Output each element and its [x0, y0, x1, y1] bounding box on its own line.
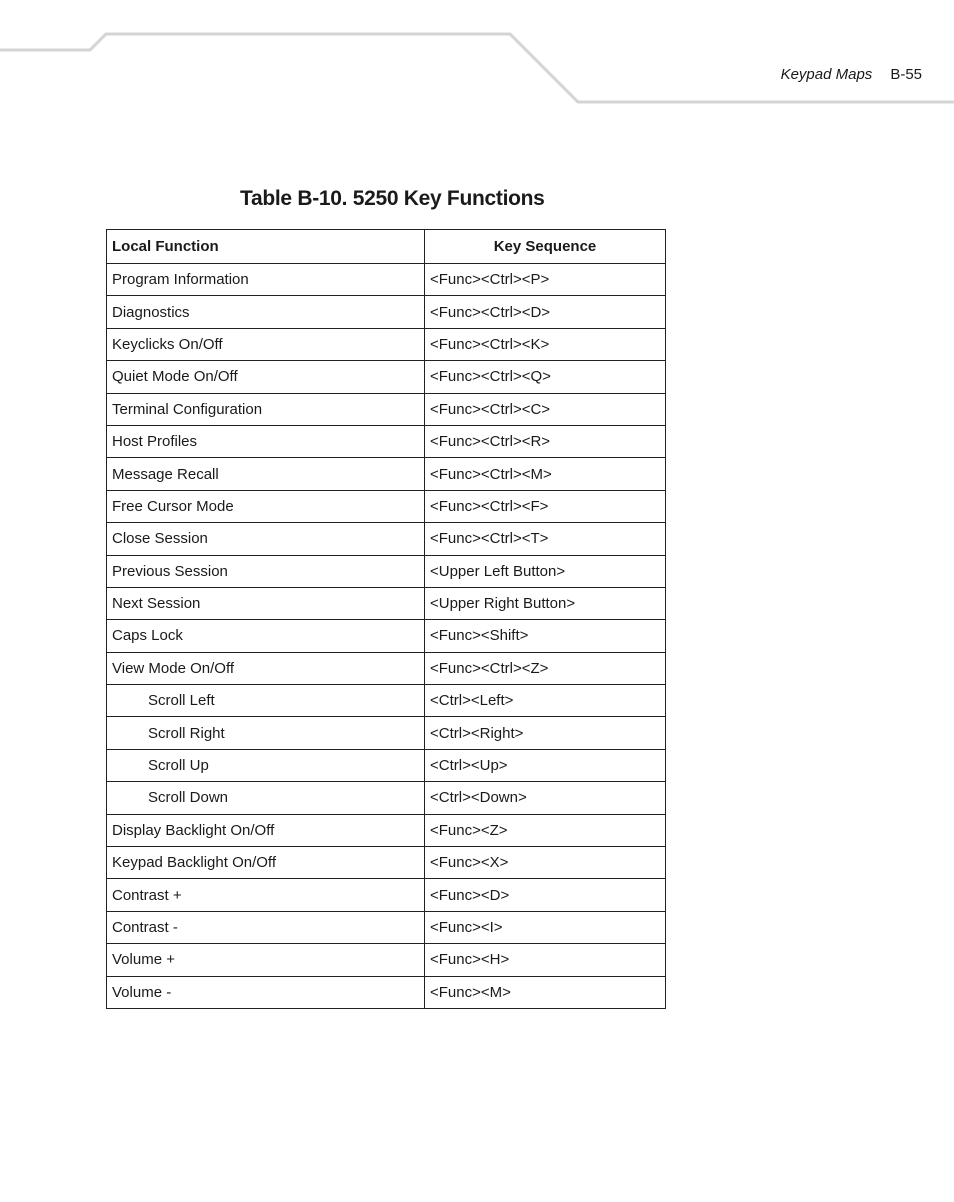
local-function-cell: Volume -: [107, 976, 425, 1008]
table-row: [107, 490, 666, 522]
key-sequence-cell: <Func><Shift>: [425, 620, 666, 652]
table-row: [107, 749, 666, 781]
local-function-cell: Keypad Backlight On/Off: [107, 847, 425, 879]
key-sequence-cell: <Ctrl><Down>: [425, 782, 666, 814]
local-function-cell: Previous Session: [107, 555, 425, 587]
key-sequence-cell: <Ctrl><Up>: [425, 749, 666, 781]
key-sequence-cell: <Func><Ctrl><F>: [425, 490, 666, 522]
local-function-cell: Scroll Down: [107, 782, 425, 814]
table-row: [107, 685, 666, 717]
table-row: [107, 328, 666, 360]
local-function-cell: Caps Lock: [107, 620, 425, 652]
table-row: [107, 361, 666, 393]
local-function-cell: Scroll Left: [107, 685, 425, 717]
table-row: [107, 555, 666, 587]
table-row: [107, 652, 666, 684]
table-row: [107, 425, 666, 457]
local-function-cell: Host Profiles: [107, 425, 425, 457]
table-row: [107, 847, 666, 879]
table-row: [107, 458, 666, 490]
key-sequence-cell: <Func><Ctrl><C>: [425, 393, 666, 425]
key-sequence-cell: <Upper Right Button>: [425, 587, 666, 619]
table-row: [107, 814, 666, 846]
key-sequence-cell: <Func><Ctrl><D>: [425, 296, 666, 328]
table-body: [107, 264, 666, 1009]
table-row: [107, 620, 666, 652]
key-sequence-cell: <Func><Ctrl><T>: [425, 523, 666, 555]
local-function-cell: Diagnostics: [107, 296, 425, 328]
key-sequence-cell: <Func><I>: [425, 911, 666, 943]
key-sequence-cell: <Func><Z>: [425, 814, 666, 846]
table-row: [107, 879, 666, 911]
table-row: [107, 911, 666, 943]
key-sequence-cell: <Func><D>: [425, 879, 666, 911]
table-header-row: [107, 230, 666, 264]
key-sequence-cell: <Func><Ctrl><K>: [425, 328, 666, 360]
table-row: [107, 782, 666, 814]
key-sequence-cell: <Func><X>: [425, 847, 666, 879]
local-function-cell: Next Session: [107, 587, 425, 619]
local-function-cell: Program Information: [107, 264, 425, 296]
table-row: [107, 264, 666, 296]
table-row: [107, 587, 666, 619]
key-sequence-cell: <Ctrl><Right>: [425, 717, 666, 749]
table-row: [107, 944, 666, 976]
local-function-cell: Close Session: [107, 523, 425, 555]
local-function-cell: Scroll Right: [107, 717, 425, 749]
local-function-cell: Keyclicks On/Off: [107, 328, 425, 360]
local-function-cell: View Mode On/Off: [107, 652, 425, 684]
key-sequence-cell: <Upper Left Button>: [425, 555, 666, 587]
table-row: [107, 296, 666, 328]
column-header-local-function: Local Function: [107, 230, 425, 264]
running-head: [781, 66, 922, 83]
table-row: [107, 976, 666, 1008]
key-sequence-cell: <Func><H>: [425, 944, 666, 976]
running-head-section: Keypad Maps: [780, 66, 873, 83]
local-function-cell: Scroll Up: [107, 749, 425, 781]
key-sequence-cell: <Func><Ctrl><Q>: [425, 361, 666, 393]
local-function-cell: Contrast -: [107, 911, 425, 943]
table-row: [107, 523, 666, 555]
local-function-cell: Contrast +: [107, 879, 425, 911]
key-sequence-cell: <Func><Ctrl><P>: [425, 264, 666, 296]
key-sequence-cell: <Ctrl><Left>: [425, 685, 666, 717]
local-function-cell: Display Backlight On/Off: [107, 814, 425, 846]
table-row: [107, 393, 666, 425]
header-rule: [0, 0, 954, 110]
key-sequence-cell: <Func><Ctrl><R>: [425, 425, 666, 457]
local-function-cell: Free Cursor Mode: [107, 490, 425, 522]
local-function-cell: Volume +: [107, 944, 425, 976]
key-functions-table: [106, 229, 666, 1009]
local-function-cell: Message Recall: [107, 458, 425, 490]
key-sequence-cell: <Func><M>: [425, 976, 666, 1008]
column-header-key-sequence: Key Sequence: [425, 230, 666, 264]
local-function-cell: Terminal Configuration: [107, 393, 425, 425]
local-function-cell: Quiet Mode On/Off: [107, 361, 425, 393]
table-row: [107, 717, 666, 749]
page-number: B-55: [890, 66, 922, 83]
table-title: Table B-10. 5250 Key Functions: [240, 187, 545, 210]
key-sequence-cell: <Func><Ctrl><Z>: [425, 652, 666, 684]
key-sequence-cell: <Func><Ctrl><M>: [425, 458, 666, 490]
